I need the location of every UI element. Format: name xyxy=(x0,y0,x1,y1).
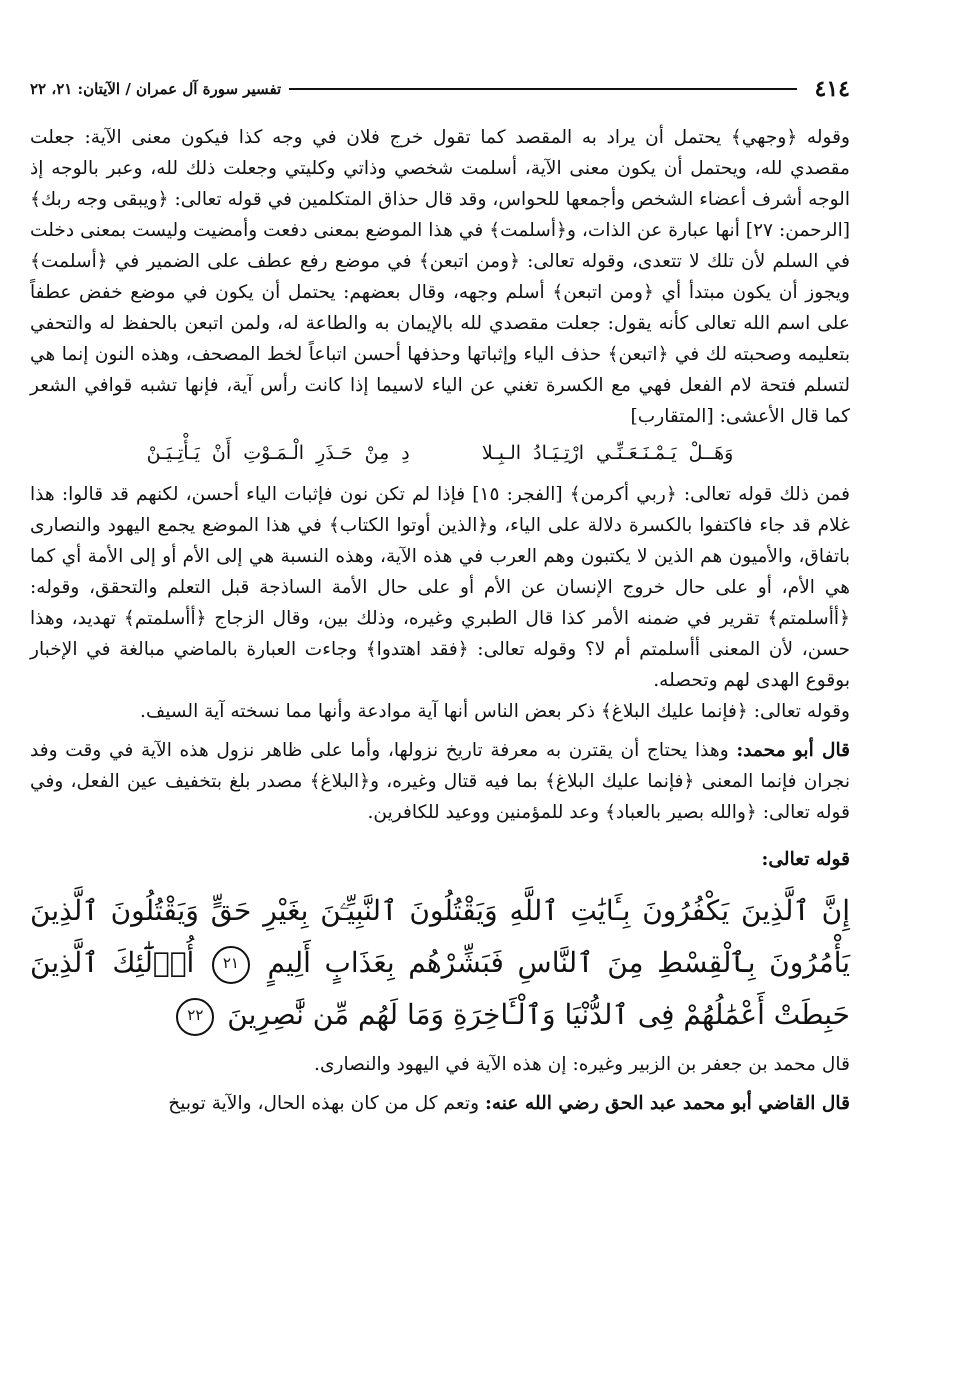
paragraph-3 xyxy=(30,696,850,727)
paragraph-4 xyxy=(30,735,850,828)
paragraph-6 xyxy=(30,1049,850,1080)
paragraph-text: وقوله تعالى: ﴿فإنما عليك البلاغ﴾ ذكر بعض الناس أنها آية موادعة وأنها مما نسخته آية السيف. xyxy=(140,701,850,722)
paragraph-text: قوله تعالى: xyxy=(761,849,850,870)
spacer xyxy=(30,836,850,844)
spacer xyxy=(30,1080,850,1088)
hemistich-2: دِ مِنْ حَـذَرِ الْـمَـوْتِ أَنْ يَـأْتِـيَـنْ xyxy=(146,442,410,464)
quran-verse-22: أُو۟لَٰٓئِكَ ٱلَّذِينَ حَبِطَتْ أَعْمَٰلُهُمْ فِى ٱلدُّنْيَا وَٱلْـَٔاخِرَةِ وَمَا لَهُم مِّن نَّٰصِرِينَ xyxy=(30,946,850,1031)
ayah-number-icon: ٢٢ xyxy=(176,998,214,1036)
running-title: تفسير سورة آل عمران / الآيتان: ٢١، ٢٢ xyxy=(30,80,282,98)
body-text xyxy=(30,122,850,1119)
paragraph-text: وتعم كل من كان بهذه الحال، والآية توبيخ xyxy=(168,1093,480,1114)
hemistich-1: وَهَــلْ يَـمْـنَـعَـنِّـي ارْتِـيَـادُ الـبِـلا xyxy=(481,442,734,464)
document-page xyxy=(30,0,850,1400)
quran-verse-21: إِنَّ ٱلَّذِينَ يَكْفُرُونَ بِـَٔايَٰتِ ٱللَّهِ وَيَقْتُلُونَ ٱلنَّبِيِّـۧنَ بِغَيْرِ حَقٍّ وَيَقْتُلُونَ ٱلَّذِينَ يَأْمُرُونَ بِٱلْقِسْطِ مِنَ ٱلنَّاسِ فَبَشِّرْهُم بِعَذَابٍ أَلِيمٍ xyxy=(30,894,851,979)
paragraph-lead: قال أبو محمد: xyxy=(736,740,851,761)
paragraph-1 xyxy=(30,122,850,432)
spacer xyxy=(30,1041,850,1049)
poetry-verse xyxy=(30,438,850,469)
paragraph-5 xyxy=(30,844,850,875)
quran-verses xyxy=(30,885,850,1041)
paragraph-text: وهذا يحتاج أن يقترن به معرفة تاريخ نزولها، وأما على ظاهر نزول هذه الآية في وقت وفد نجران فإنما المعنى ﴿فإنما عليك البلاغ﴾ بما فيه قتال وغيره، و﴿البلاغ﴾ مصدر بلغ بتخفيف عين الفعل، وفي قوله تعالى: ﴿والله بصير بالعباد﴾ وعد للمؤمنين ووعيد للكافرين. xyxy=(30,740,850,823)
paragraph-lead: قال القاضي أبو محمد عبد الحق رضي الله عنه: xyxy=(484,1093,850,1114)
spacer xyxy=(30,727,850,735)
paragraph-text: فمن ذلك قوله تعالى: ﴿ربي أكرمن﴾ [الفجر: ١٥] فإذا لم تكن نون فإثبات الياء أحسن، لكنهم قد قالوا: هذا غلام قد جاء فاكتفوا بالكسرة دلالة على الياء، و﴿الذين أوتوا الكتاب﴾ في هذا الموضع يجمع اليهود والنصارى باتفاق، والأميون هم الذين لا يكتبون وهم العرب في هذه الآية، وهذه النسبة هي إلى الأم أو إلى الأمة أي كما هي الأم، أو على حال خروج الإنسان عن الأم أو على حال الأمة الساذجة قبل التعلم والتحقق، وقوله: ﴿أأسلمتم﴾ تقرير في ضمنه الأمر كذا قال الطبري وغيره، وذلك بين، وقال الزجاج ﴿أأسلمتم﴾ تهديد، وهذا حسن، لأن المعنى أأسلمتم أم لا؟ وقوله تعالى: ﴿فقد اهتدوا﴾ وجاءت العبارة بالماضي مبالغة في الإخبار بوقوع الهدى لهم وتحصله. xyxy=(30,484,850,691)
spacer xyxy=(30,828,850,836)
paragraph-text: وقوله ﴿وجهي﴾ يحتمل أن يراد به المقصد كما تقول خرج فلان في وجه كذا فيكون معنى الآية: جعلت مقصدي لله، ويحتمل أن يكون معنى الآية، أسلمت شخصي وذاتي وكليتي وجعلت ذلك لله، وعبر بالوجه إذ الوجه أشرف أعضاء الشخص وأجمعها للحواس، وقد قال حذاق المتكلمين في قوله تعالى: ﴿ويبقى وجه ربك﴾ [الرحمن: ٢٧] أنها عبارة عن الذات، و﴿أسلمت﴾ في هذا الموضع بمعنى دفعت وأمضيت وليست بمعنى دخلت في السلم لأن تلك لا تتعدى، وقوله تعالى: ﴿ومن اتبعن﴾ في موضع رفع عطف على الضمير في ﴿أسلمت﴾ ويجوز أن يكون مبتدأ أي ﴿ومن اتبعن﴾ أسلم وجهه، وقال بعضهم: يحتمل أن يكون في موضع خفض عطفاً على اسم الله تعالى كأنه يقول: جعلت مقصدي لله بالإيمان به والطاعة له، ولمن اتبعن بالحفظ له والتحفي بتعليمه وصحبته لك في ﴿اتبعن﴾ حذف الياء وإثباتها وحذفها أحسن اتباعاً لخط المصحف، وهذه النون إنما هي لتسلم فتحة لام الفعل فهي مع الكسرة تغني عن الياء لاسيما إذا كانت رأس آية، فإنها تشبه قوافي الشعر كما قال الأعشى: [المتقارب] xyxy=(30,127,850,427)
page-number: ٤١٤ xyxy=(814,76,850,102)
header-rule xyxy=(289,88,796,90)
ayah-number-icon: ٢١ xyxy=(212,946,250,984)
paragraph-7 xyxy=(30,1088,850,1119)
page-header xyxy=(30,74,850,104)
paragraph-2 xyxy=(30,479,850,696)
paragraph-text: قال محمد بن جعفر بن الزبير وغيره: إن هذه الآية في اليهود والنصارى. xyxy=(314,1054,850,1075)
